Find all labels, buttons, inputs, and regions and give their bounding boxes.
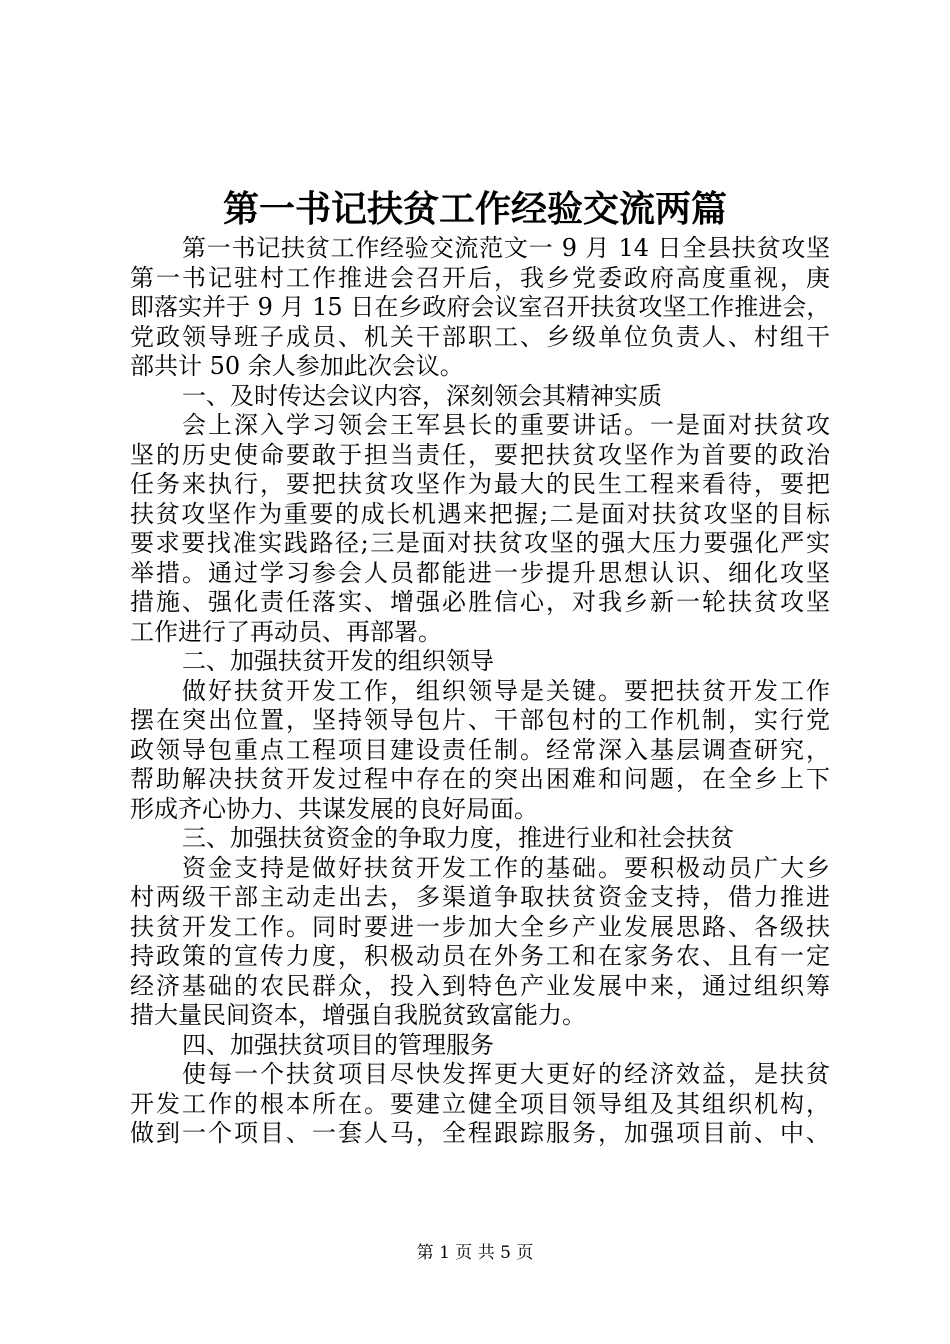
body-line: 摆在突出位置，坚持领导包片、干部包村的工作机制，实行党 bbox=[130, 706, 830, 734]
body-line: 任务来执行，要把扶贫攻坚作为最大的民生工程来看待，要把 bbox=[130, 470, 830, 498]
body-line: 资金支持是做好扶贫开发工作的基础。要积极动员广大乡 bbox=[182, 853, 830, 882]
body-line: 使每一个扶贫项目尽快发挥更大更好的经济效益，是扶贫 bbox=[182, 1060, 830, 1088]
body-line: 部共计 50 余人参加此次会议。 bbox=[130, 352, 464, 380]
section-heading: 四、加强扶贫项目的管理服务 bbox=[182, 1030, 494, 1059]
page-title: 第一书记扶贫工作经验交流两篇 bbox=[222, 188, 727, 230]
body-line: 扶贫开发工作。同时要进一步加大全乡产业发展思路、各级扶 bbox=[130, 912, 830, 941]
section-heading: 二、加强扶贫开发的组织领导 bbox=[182, 647, 494, 675]
body-line: 坚的历史使命要敢于担当责任，要把扶贫攻坚作为首要的政治 bbox=[130, 440, 830, 469]
body-line: 工作进行了再动员、再部署。 bbox=[130, 617, 442, 646]
body-line: 扶贫攻坚作为重要的成长机遇来把握;二是面对扶贫攻坚的目标 bbox=[130, 499, 830, 528]
body-line: 措施、强化责任落实、增强必胜信心，对我乡新一轮扶贫攻坚 bbox=[130, 588, 830, 616]
body-line: 即落实并于 9 月 15 日在乡政府会议室召开扶贫攻坚工作推进会， bbox=[130, 293, 831, 321]
body-line: 持政策的宣传力度，积极动员在外务工和在家务农、且有一定 bbox=[130, 942, 830, 970]
body-line: 村两级干部主动走出去，多渠道争取扶贫资金支持，借力推进 bbox=[130, 883, 830, 911]
body-line: 做到一个项目、一套人马，全程跟踪服务，加强项目前、中、 bbox=[130, 1119, 830, 1147]
section-heading: 一、及时传达会议内容，深刻领会其精神实质 bbox=[182, 381, 662, 410]
document-body bbox=[130, 234, 830, 1149]
body-line: 第一书记扶贫工作经验交流范文一 9 月 14 日全县扶贫攻坚 bbox=[182, 234, 830, 262]
body-line: 举措。通过学习参会人员都能进一步提升思想认识、细化攻坚 bbox=[130, 558, 830, 587]
body-line: 措大量民间资本，增强自我脱贫致富能力。 bbox=[130, 1001, 586, 1029]
body-line: 党政领导班子成员、机关干部职工、乡级单位负责人、村组干 bbox=[130, 322, 830, 351]
body-line: 做好扶贫开发工作，组织领导是关键。要把扶贫开发工作 bbox=[182, 676, 830, 705]
body-line: 帮助解决扶贫开发过程中存在的突出困难和问题，在全乡上下 bbox=[130, 765, 830, 793]
body-line: 要求要找准实践路径;三是面对扶贫攻坚的强大压力要强化严实 bbox=[130, 529, 830, 557]
page-footer: 第 1 页 共 5 页 bbox=[416, 1243, 534, 1263]
body-line: 开发工作的根本所在。要建立健全项目领导组及其组织机构， bbox=[130, 1089, 830, 1118]
body-line: 会上深入学习领会王军县长的重要讲话。一是面对扶贫攻 bbox=[182, 411, 830, 439]
body-line: 第一书记驻村工作推进会召开后，我乡党委政府高度重视，庚 bbox=[130, 263, 830, 292]
body-line: 形成齐心协力、共谋发展的良好局面。 bbox=[130, 794, 538, 823]
section-heading: 三、加强扶贫资金的争取力度，推进行业和社会扶贫 bbox=[182, 824, 734, 852]
body-line: 政领导包重点工程项目建设责任制。经常深入基层调查研究， bbox=[130, 735, 830, 764]
body-line: 经济基础的农民群众，投入到特色产业发展中来，通过组织筹 bbox=[130, 971, 830, 1000]
